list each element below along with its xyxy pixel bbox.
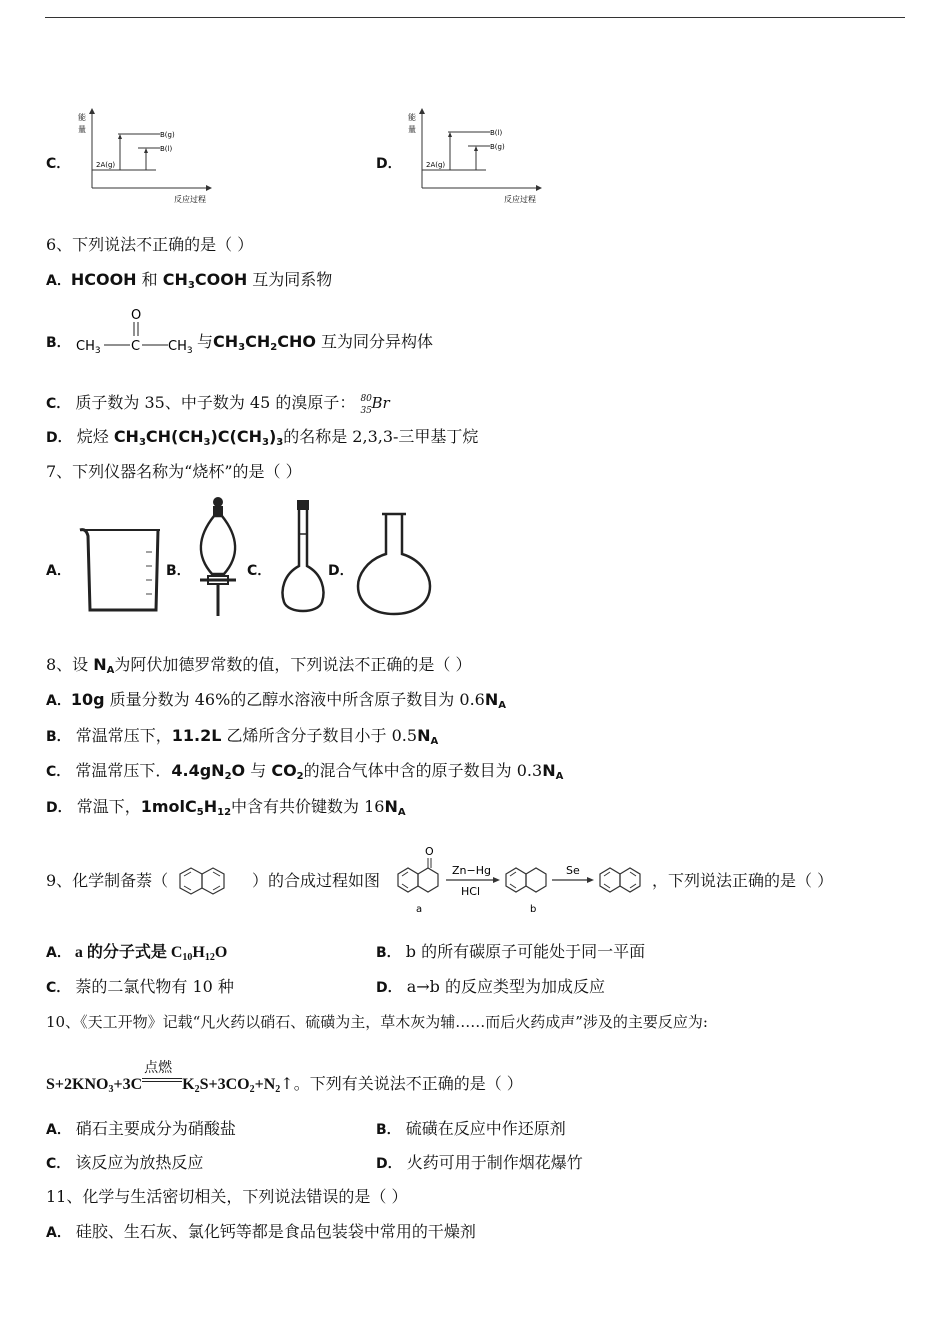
q7-label-c: C． (247, 563, 272, 579)
diagram-d-level-mid: B(g) (490, 143, 505, 151)
q6-option-b-text: 与CH3CH2CHO 互为同分异构体 (197, 332, 434, 353)
acetone-o-label: O (131, 308, 142, 323)
separatory-funnel-image (194, 496, 242, 618)
energy-diagram-d (406, 108, 556, 208)
header-rule (45, 17, 905, 18)
reagent-hcl: HCl (461, 885, 481, 898)
compound-a-oxygen: O (425, 845, 434, 858)
naphthalene-structure (172, 863, 242, 903)
diagram-c-ylabel-2: 量 (78, 125, 86, 134)
q7-stem: 7、下列仪器名称为“烧杯”的是（ ） (46, 462, 302, 481)
q8-option-c: C． 常温常压下．4.4gN2O 与 CO2的混合气体中含的原子数目为 0.3NA (46, 761, 564, 782)
q11-stem: 11、化学与生活密切相关，下列说法错误的是（ ） (46, 1187, 408, 1206)
diagram-c-ylabel-1: 能 (78, 113, 86, 122)
q8-option-b: B． 常温常压下，11.2L 乙烯所含分子数目小于 0.5NA (46, 726, 439, 747)
q5-option-d: D． (376, 156, 402, 172)
diagram-d-xlabel: 反应过程 (504, 195, 536, 204)
acetone-left-methyl: $CH_3$ (76, 339, 101, 356)
q7-label-b: B． (166, 563, 191, 579)
compound-b-label: b (530, 904, 537, 915)
diagram-c-level-top: B(g) (160, 131, 175, 139)
q10-option-c: C． 该反应为放热反应 (46, 1153, 204, 1172)
q11-option-a: A． 硅胶、生石灰、氯化钙等都是食品包装袋中常用的干燥剂 (46, 1222, 476, 1241)
q6-option-a: A．HCOOH 和 CH3COOH 互为同系物 (46, 270, 333, 291)
q6-option-d: D． 烷烃 CH3CH(CH3)C(CH3)3的名称是 2,3,3-三甲基丁烷 (46, 427, 479, 448)
q8-stem: 8、设 NA为阿伏加德罗常数的值，下列说法不正确的是（ ） (46, 655, 472, 676)
q10-option-a: A． 硝石主要成分为硝酸盐 (46, 1119, 236, 1138)
q6-option-b: B． (46, 335, 71, 351)
bromine-nuclide: 80 35 Br (360, 394, 390, 416)
q7-label-d: D． (328, 563, 354, 579)
beaker-image (76, 522, 166, 616)
diagram-c-level-mid: B(l) (160, 145, 173, 153)
q9-stem-part2: ）的合成过程如图 (252, 871, 381, 890)
q9-stem-part1: 9、化学制备萘（ (46, 871, 169, 890)
reagent-se: Se (566, 864, 580, 877)
q8-option-a: A．10g 质量分数为 46%的乙醇水溶液中所含原子数目为 0.6NA (46, 690, 506, 711)
reagent-zn-hg: Zn−Hg (452, 864, 491, 877)
round-bottom-flask-image (356, 512, 432, 616)
diagram-d-ylabel-1: 能 (408, 113, 416, 122)
diagram-c-level-base: 2A(g) (96, 161, 116, 169)
volumetric-flask-image (278, 500, 328, 616)
compound-a-label: a (416, 904, 423, 915)
diagram-d-level-top: B(l) (490, 129, 503, 137)
diagram-d-ylabel-2: 量 (408, 125, 416, 134)
diagram-d-level-base: 2A(g) (426, 161, 446, 169)
acetone-structure (76, 306, 196, 358)
q9-option-d: D． a→b 的反应类型为加成反应 (376, 977, 605, 996)
synthesis-scheme (392, 840, 654, 922)
energy-diagram-c (76, 108, 226, 208)
q9-option-a: A． a 的分子式是 $C_{10}H_{12}O$ (46, 944, 228, 963)
q8-option-d: D． 常温下，1molC5H12中含有共价键数为 16NA (46, 797, 406, 818)
q7-label-a: A． (46, 563, 71, 579)
ignition-condition: 点燃 (142, 1071, 182, 1091)
q6-stem: 6、下列说法不正确的是（ ） (46, 235, 254, 254)
q10-option-d: D． 火药可用于制作烟花爆竹 (376, 1153, 583, 1172)
acetone-carbon: C (131, 339, 141, 354)
q10-stem: 10、《天工开物》记载“凡火药以硝石、硫磺为主，草木灰为辅……而后火药成声”涉及的主要反应为: (46, 1013, 708, 1031)
acetone-right-methyl: $CH_3$ (168, 339, 193, 356)
q6-option-c: C． 质子数为 35、中子数为 45 的溴原子： 80 35 Br (46, 392, 396, 415)
q9-option-c: C． 萘的二氯代物有 10 种 (46, 977, 234, 996)
q9-stem-part3: ，下列说法正确的是（ ） (652, 871, 834, 890)
q10-equation: $S+2KNO_3+3C$ 点燃 $K_2S+3CO_2+N_2↑$。下列有关说法不正确的是（ ） (46, 1060, 523, 1095)
q9-option-b: B． b 的所有碳原子可能处于同一平面 (376, 942, 646, 961)
diagram-c-xlabel: 反应过程 (174, 195, 206, 204)
q5-option-c: C． (46, 156, 71, 172)
q10-option-b: B． 硫磺在反应中作还原剂 (376, 1119, 566, 1138)
